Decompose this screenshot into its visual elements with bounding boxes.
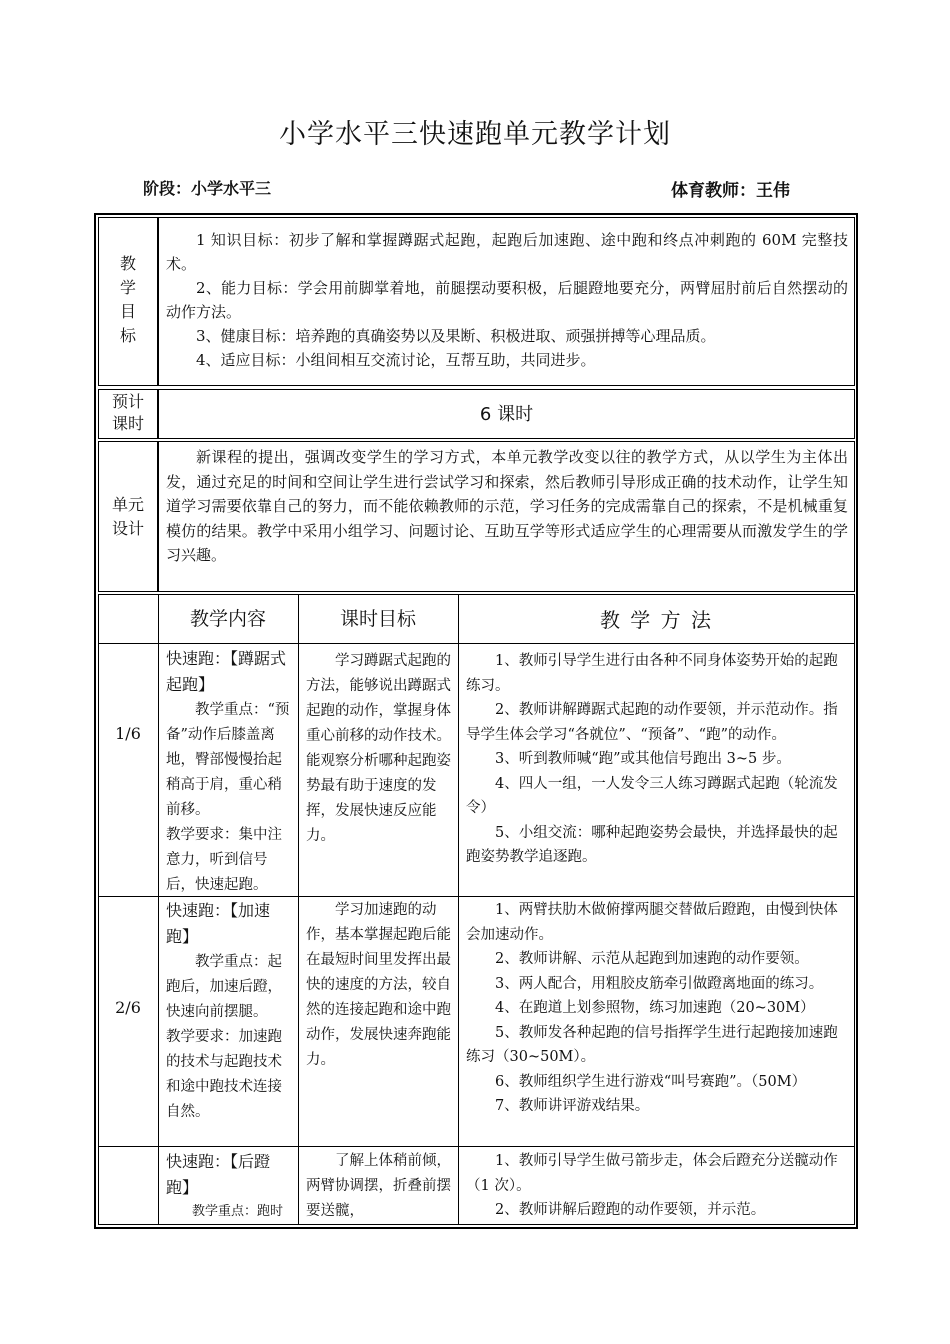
lesson-number: 2/6 (115, 998, 141, 1017)
goal-item: 2、能力目标：学会用前脚掌着地，前腿摆动要积极，后腿蹬地要充分，两臂屈肘前后自然摆动的动作方法。 (166, 279, 848, 321)
lesson-title: 快速跑：【蹲踞式起跑】 (166, 649, 287, 694)
lesson-methods: 1、两臂扶肋木做俯撑两腿交替做后蹬跑，由慢到快体会加速动作。 2、教师讲解、示范从起跑到加速跑的动作要领。 3、两人配合，用粗胶皮筋牵引做蹬离地面的练习。 4、在跑道上划参照物，练习加速跑（20~30M） 5、教师发各种起跑的信号指挥学生进行起跑接加速跑练习（30~50M）。 6、教师组织学生进行游戏“叫号赛跑”。（50M） 7、教师讲评游戏结果。 (466, 902, 838, 1114)
goals-label: 教 学 目 标 (119, 254, 136, 345)
goal-item: 4、适应目标：小组间相互交流讨论，互帮互助，共同进步。 (196, 351, 596, 369)
lesson-methods: 1、教师引导学生做弓箭步走，体会后蹬充分送髋动作（1 次）。 2、教师讲解后蹬跑的动作要领，并示范。 (466, 1153, 838, 1218)
header-goal: 课时目标 (339, 608, 416, 630)
lesson-content: 快速跑：【加速跑】 教学重点：起跑后，加速后蹬，快速向前摆腿。 教学要求：加速跑的技术与起跑技术和途中跑技术连接自然。 (166, 898, 294, 1125)
lesson-methods: 1、教师引导学生进行由各种不同身体姿势开始的起跑练习。 2、教师讲解蹲踞式起跑的动作要领，并示范动作。指导学生体会学习“各就位”、“预备”、“跑”的动作。 3、听到教师喊“跑”或其他信号跑出 3~5 步。 4、四人一组，一人发令三人练习蹲踞式起跑（轮流发令） 5、小组交流：哪种起跑姿势会最快，并选择最快的起跑姿势教学追逐跑。 (466, 653, 838, 865)
page-title: 小学水平三快速跑单元教学计划 (279, 119, 671, 150)
lesson-content: 快速跑：【蹲踞式起跑】 教学重点：“预备”动作后膝盖离地，臀部慢慢抬起稍高于肩，重心稍前移。 教学要求：集中注意力，听到信号后，快速起跑。 (166, 646, 294, 898)
goal-item: 3、健康目标：培养跑的真确姿势以及果断、积极进取、顽强拼搏等心理品质。 (196, 327, 716, 345)
lesson-content: 快速跑：【后蹬跑】 教学重点：跑时 (166, 1149, 294, 1225)
lesson-goal: 学习蹲踞式起跑的方法，能够说出蹲踞式起跑的动作，掌握身体重心前移的动作技术。能观察分析哪种起跑姿势最有助于速度的发挥，发展快速反应能力。 (306, 653, 451, 844)
header-method: 教 学 方 法 (599, 608, 714, 632)
teacher-label: 体育教师：王伟 (671, 181, 790, 201)
lesson-title: 快速跑：【后蹬跑】 (166, 1152, 271, 1197)
lesson-goal: 了解上体稍前倾，两臂协调摆，折叠前摆要送髋， (306, 1153, 451, 1219)
design-label: 单元 设计 (111, 495, 144, 538)
lesson-title: 快速跑：【加速跑】 (166, 901, 271, 946)
stage-label: 阶段：小学水平三 (143, 179, 272, 198)
goals-text (166, 228, 848, 372)
header-content: 教学内容 (189, 608, 266, 630)
lesson-goal: 学习加速跑的动作，基本掌握起跑后能在最短时间里发挥出最快的速度的方法，较自然的连接起跑和途中跑动作，发展快速奔跑能力。 (306, 902, 451, 1068)
duration-value: 6 课时 (479, 404, 534, 425)
duration-label: 预计 课时 (111, 392, 144, 433)
design-text: 新课程的提出，强调改变学生的学习方式，本单元教学改变以往的教学方式，从以学生为主体出发，通过充足的时间和空间让学生进行尝试学习和探索，然后教师引导形成正确的技术动作，让学生知道学习需要依靠自己的努力，而不能依赖教师的示范，学习任务的完成需靠自己的探索，不是机械重复模仿的结果。教学中采用小组学习、问题讨论、互助互学等形式适应学生的心理需要从而激发学生的学习兴趣。 (166, 448, 848, 564)
lesson-number: 1/6 (115, 724, 141, 743)
goal-item: 1 知识目标：初步了解和掌握蹲踞式起跑，起跑后加速跑、途中跑和终点冲刺跑的 60M 完整技术。 (166, 231, 848, 273)
